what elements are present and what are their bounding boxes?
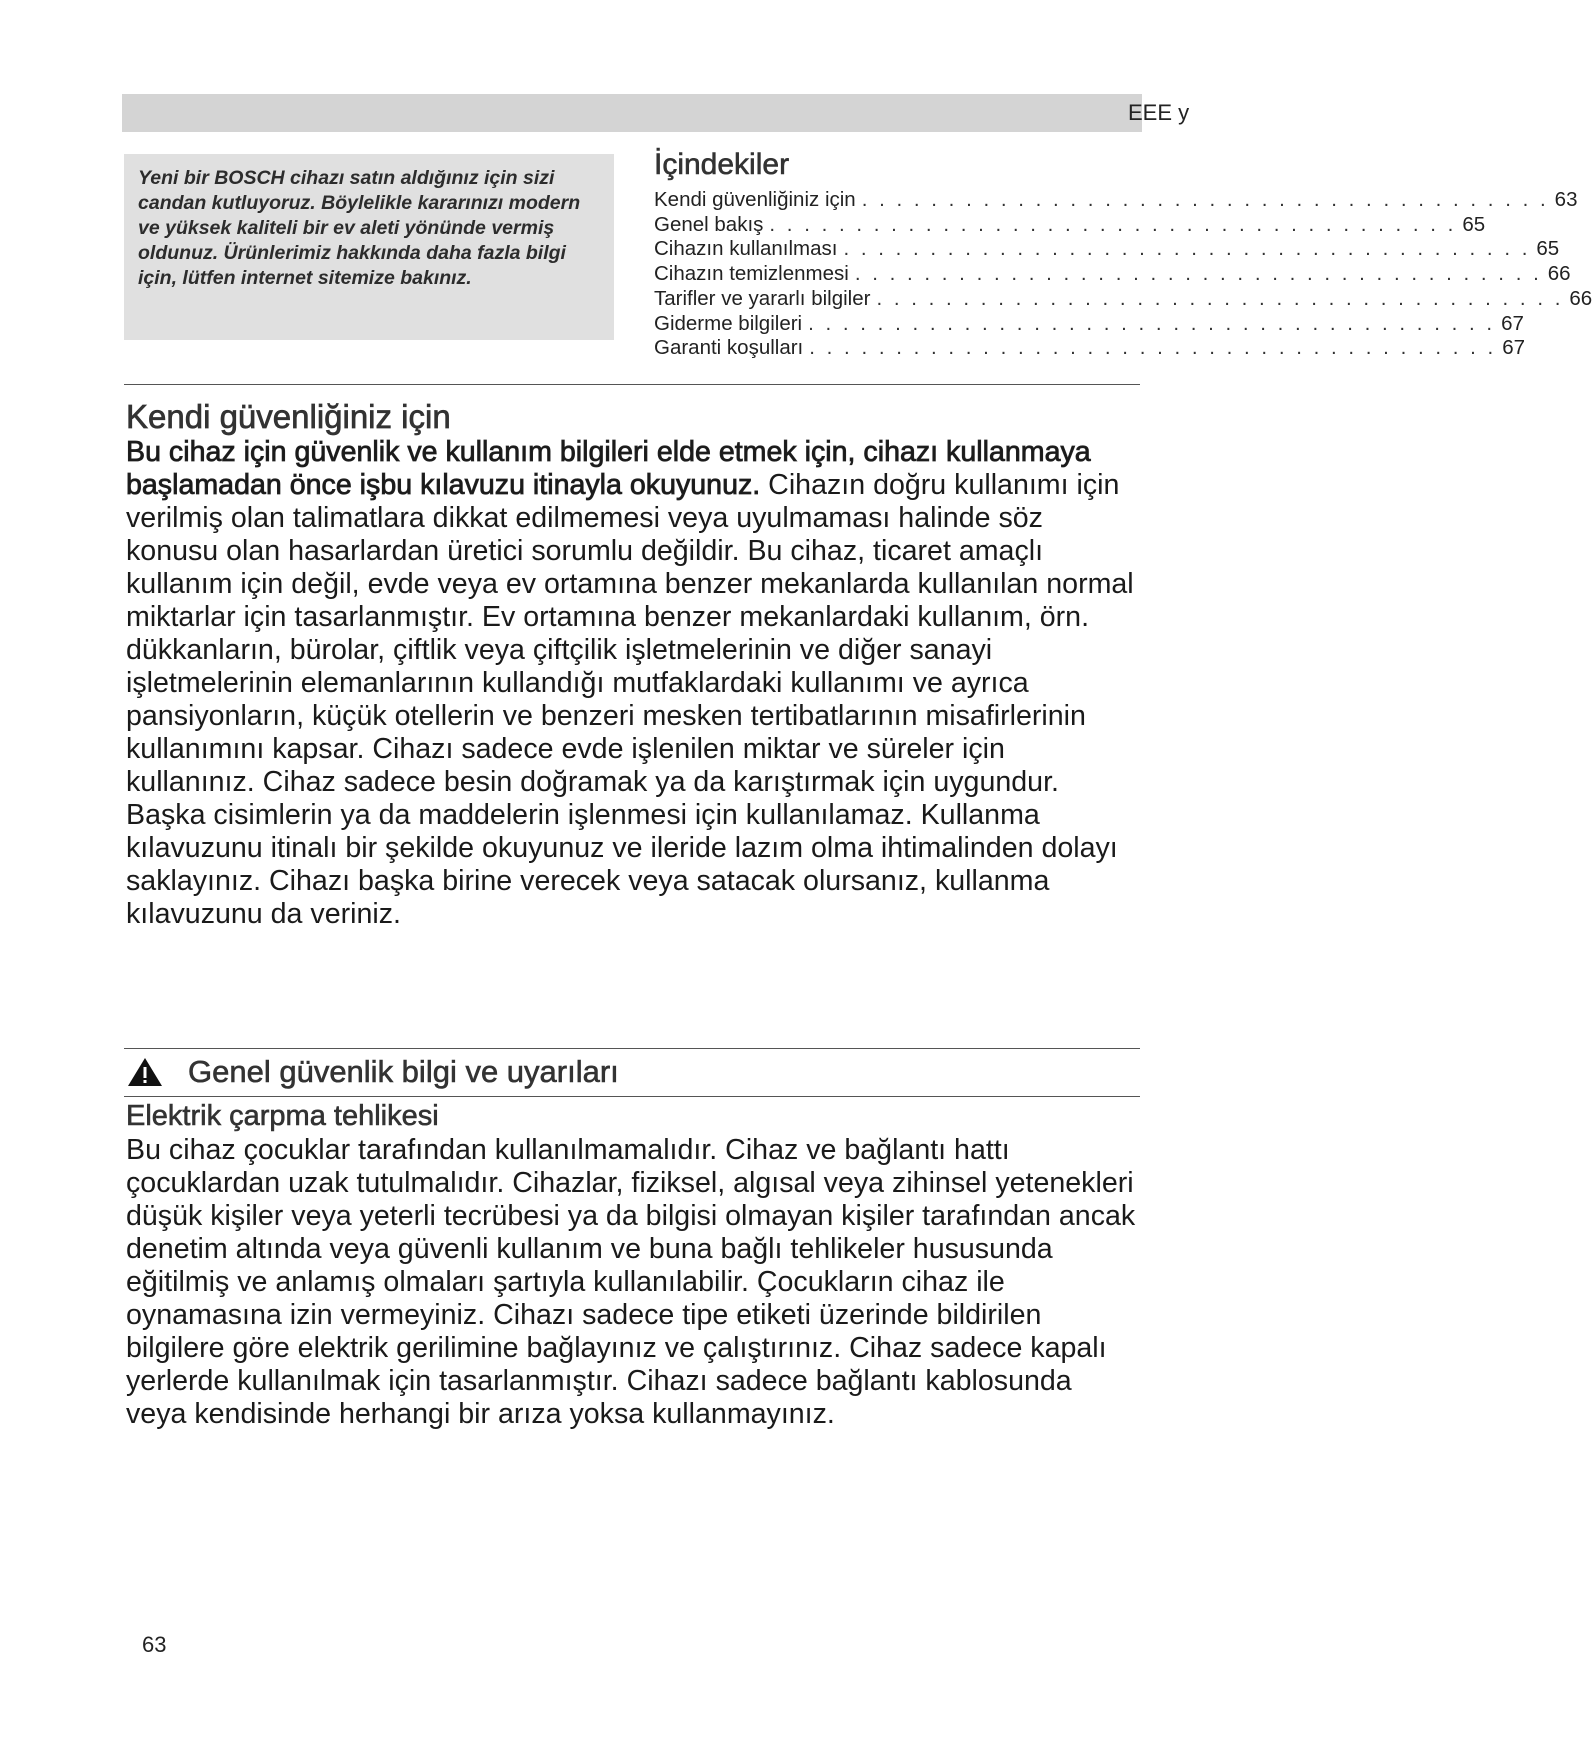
toc-list bbox=[654, 188, 1592, 361]
toc-item-label: Giderme bilgileri bbox=[654, 311, 803, 335]
toc-item[interactable] bbox=[654, 262, 1571, 287]
toc-leader-dots: . . . . . . . . . . . . . . . . . . . . . . . . . . . . . . . . . . . . . . . . bbox=[861, 188, 1549, 211]
toc-item-label: Tarifler ve yararlı bilgiler bbox=[654, 286, 871, 310]
toc-item-label: Garanti koşulları bbox=[654, 336, 804, 360]
toc-leader-dots: . . . . . . . . . . . . . . . . . . . . . . . . . . . . . . . . . . . . . . . . bbox=[876, 286, 1564, 310]
language-tag: EEE y bbox=[1128, 100, 1190, 125]
toc-item[interactable] bbox=[654, 212, 1486, 238]
toc-item-page: 66 bbox=[1569, 286, 1592, 310]
toc-item-page: 65 bbox=[1462, 212, 1486, 236]
toc-item-page: 63 bbox=[1554, 188, 1578, 211]
toc-leader-dots: . . . . . . . . . . . . . . . . . . . . . . . . . . . . . . . . . . . . . . . . bbox=[843, 237, 1531, 261]
section-title-safety: Kendi güvenliğiniz için bbox=[126, 398, 451, 435]
toc-item-label: Kendi güvenliğiniz için bbox=[654, 188, 856, 211]
safety-intro bbox=[126, 436, 1138, 931]
toc-title: İçindekiler bbox=[654, 148, 790, 181]
toc-item[interactable] bbox=[654, 237, 1560, 262]
toc-item-page: 66 bbox=[1547, 262, 1571, 286]
toc-item[interactable] bbox=[654, 286, 1592, 312]
toc-leader-dots: . . . . . . . . . . . . . . . . . . . . . . . . . . . . . . . . . . . . . . . . bbox=[808, 311, 1496, 335]
welcome-text: Yeni bir BOSCH cihazı satın aldığınız için sizi candan kutluyoruz. Böylelikle kararınızı modern ve yüksek kaliteli bir ev aleti yönünde vermiş oldunuz. Ürünlerimiz hakkında daha fazla bilgi için, lütfen internet sitemize bakınız. bbox=[138, 167, 581, 289]
toc-item-label: Genel bakış bbox=[654, 212, 764, 236]
toc-item[interactable] bbox=[654, 188, 1578, 213]
warning-triangle-icon bbox=[126, 1056, 164, 1088]
safety-intro-bold: Bu cihaz için güvenlik ve kullanım bilgileri elde etmek için, cihazı kullanmaya başlamadan önce işbu kılavuzu itinayla okuyunuz. bbox=[126, 436, 1091, 501]
welcome-box bbox=[124, 154, 614, 340]
header-bar bbox=[122, 94, 1142, 132]
toc-item[interactable] bbox=[654, 311, 1524, 337]
toc-item-label: Cihazın temizlenmesi bbox=[654, 262, 849, 286]
page-number: 63 bbox=[142, 1632, 167, 1657]
table-of-contents bbox=[654, 148, 1592, 361]
electric-shock-text: Bu cihaz çocuklar tarafından kullanılmamalıdır. Cihaz ve bağlantı hattı çocuklardan uzak tutulmalıdır. Cihazlar, fiziksel, algısal veya zihinsel yetenekleri düşük kişiler veya yeterli tecrübesi ya da bilgisi olmayan kişiler tarafından ancak denetim altında veya güvenli kullanım ve buna bağlı tehlikeler hususunda eğitilmiş ve anlamış olmaları şartıyla kullanılabilir. Çocukların cihaz ile oynamasına izin vermeyiniz. Cihazı sadece tipe etiketi üzerinde bildirilen bilgilere göre elektrik gerilimine bağlayınız ve çalıştırınız. Cihaz sadece kapalı yerlerde kullanılmak için tasarlanmıştır. Cihazı sadece bağlantı kablosunda veya kendisinde herhangi bir arıza yoksa kullanmayınız. bbox=[126, 1134, 1136, 1430]
toc-leader-dots: . . . . . . . . . . . . . . . . . . . . . . . . . . . . . . . . . . . . . . . . bbox=[769, 212, 1457, 236]
safety-intro-text: Cihazın doğru kullanımı için verilmiş olan talimatlara dikkat edilmemesi veya uyulmaması halinde söz konusu olan hasarlardan üretici sorumlu değildir. Bu cihaz, ticaret amaçlı kullanım için değil, evde veya ev ortamına benzer mekanlarda kullanılan normal miktarlar için tasarlanmıştır. Ev ortamına benzer mekanlardaki kullanım, örn. dükkanların, bürolar, çiftlik veya çiftçilik işletmelerinin ve diğer sanayi işletmelerinin elemanlarının kullandığı mutfaklardaki kullanımı ve ayrıca pansiyonların, küçük otellerin ve benzeri mesken tertibatlarının misafirlerinin kullanımını kapsar. Cihazı sadece evde işlenilen miktar ve süreler için kullanınız. Cihaz sadece besin doğramak ya da karıştırmak için uygundur. Başka cisimlerin ya da maddelerin işlenmesi için kullanılamaz. Kullanma kılavuzunu itinalı bir şekilde okuyunuz ve ileride lazım olma ihtimalinden dolayı saklayınız. Cihazı başka birine verecek veya satacak olursanız, kullanma kılavuzunu da veriniz. bbox=[126, 469, 1134, 930]
divider bbox=[124, 1048, 1140, 1049]
electric-shock-title: Elektrik çarpma tehlikesi bbox=[126, 1100, 439, 1132]
toc-item-page: 67 bbox=[1502, 336, 1526, 360]
divider bbox=[124, 1096, 1140, 1097]
toc-leader-dots: . . . . . . . . . . . . . . . . . . . . . . . . . . . . . . . . . . . . . . . . bbox=[809, 336, 1497, 360]
toc-item-page: 67 bbox=[1501, 311, 1524, 335]
toc-item-page: 65 bbox=[1536, 237, 1560, 261]
toc-leader-dots: . . . . . . . . . . . . . . . . . . . . . . . . . . . . . . . . . . . . . . . . bbox=[854, 262, 1542, 286]
divider bbox=[124, 384, 1140, 385]
toc-item[interactable] bbox=[654, 336, 1526, 361]
warning-heading-text: Genel güvenlik bilgi ve uyarıları bbox=[188, 1054, 619, 1089]
toc-item-label: Cihazın kullanılması bbox=[654, 237, 838, 261]
warning-heading bbox=[126, 1052, 619, 1092]
